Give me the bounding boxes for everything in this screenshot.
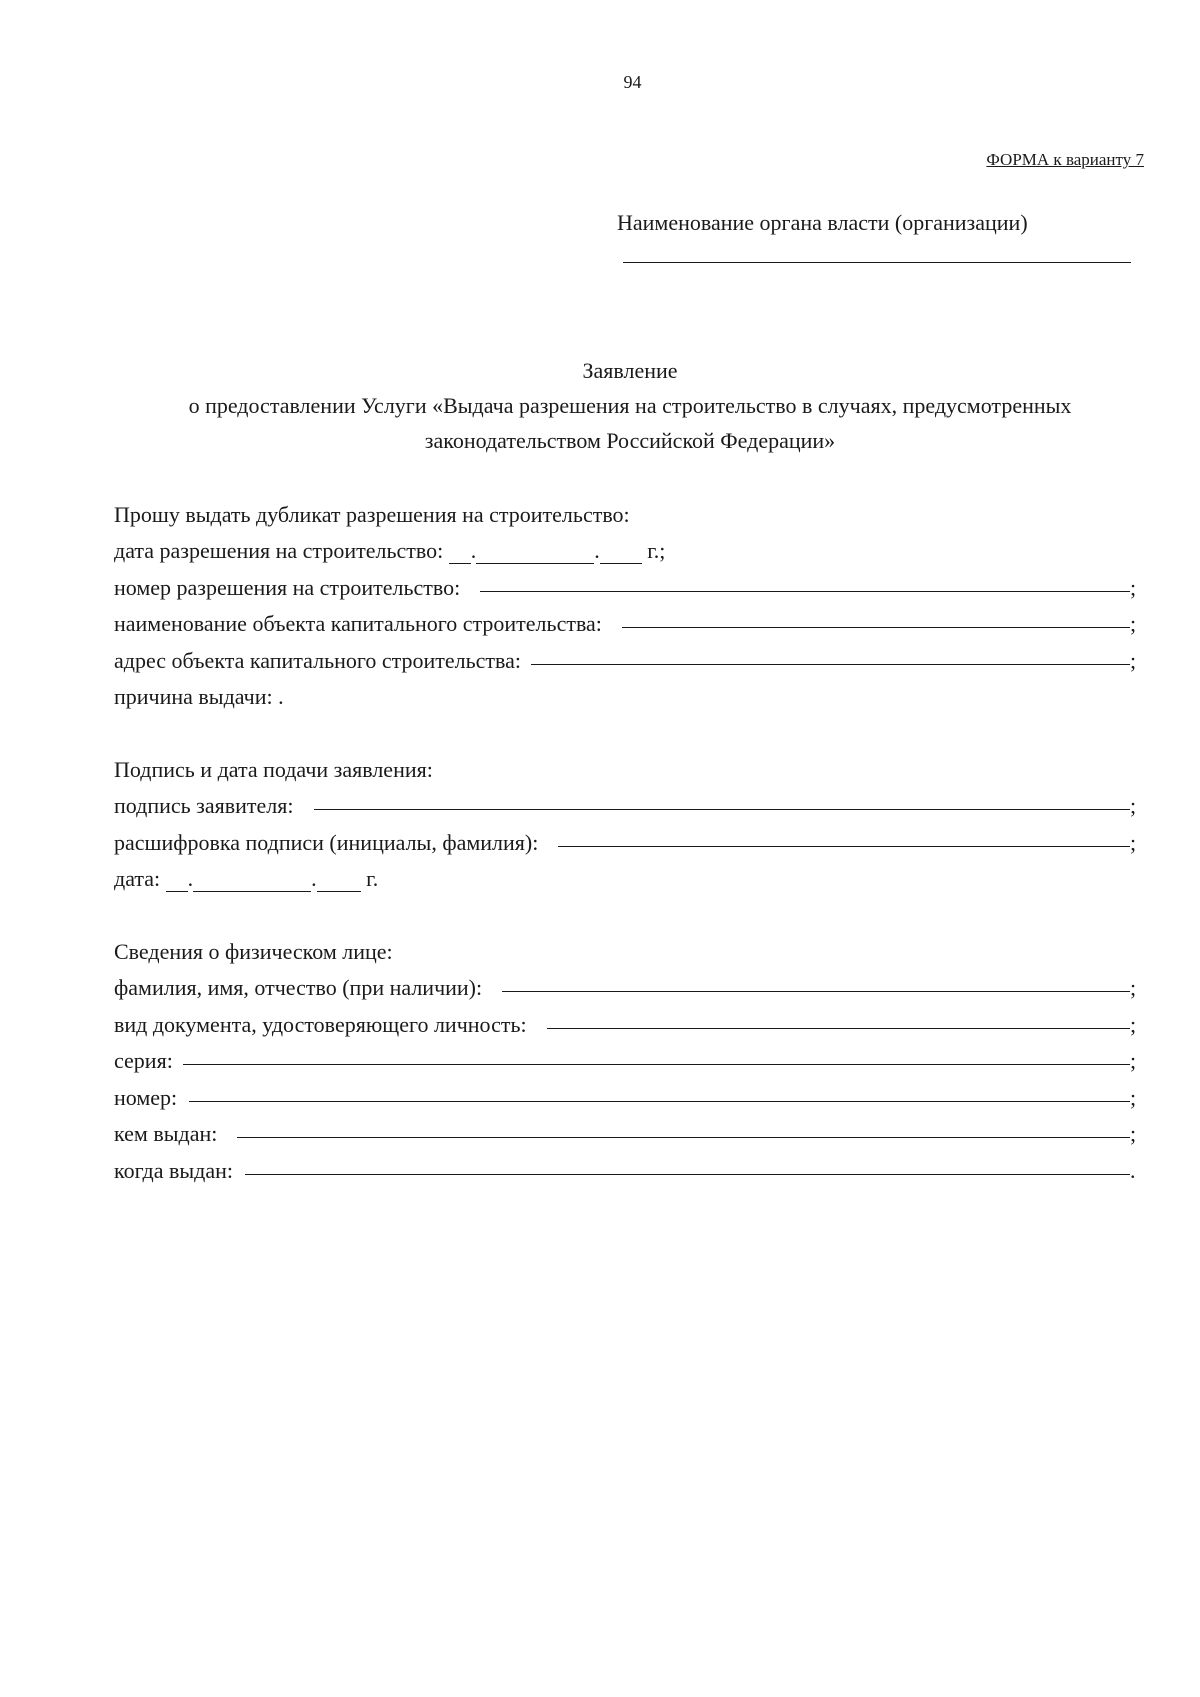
signature-field[interactable] [314, 809, 1130, 810]
issued-when-label: когда выдан: [114, 1157, 233, 1183]
request-heading-row [114, 491, 1139, 528]
application-date-row: дата: . . г. [114, 866, 379, 891]
page-number: 94 [623, 72, 642, 92]
title-line-2: о предоставлении Услуги «Выдача разрешения на строительство в случаях, предусмотренных [188, 393, 1072, 418]
signature-row: подпись заявителя: ; [114, 793, 1137, 818]
signature-heading: Подпись и дата подачи заявления: [114, 756, 433, 782]
object-name-row: наименование объекта капитального строительства: ; [114, 611, 1137, 636]
application-date-day-field[interactable] [166, 891, 188, 892]
number-row: номер: ; [114, 1084, 1137, 1110]
person-heading: Сведения о физическом лице: [114, 938, 393, 964]
issued-when-field[interactable] [245, 1174, 1130, 1175]
signature-decoding-label: расшифровка подписи (инициалы, фамилия): [114, 829, 539, 855]
issued-by-row: кем выдан: ; [114, 1121, 1137, 1146]
permit-date-day-field[interactable] [449, 563, 471, 564]
application-date-month-field[interactable] [193, 891, 311, 892]
reason-row [114, 674, 1139, 711]
application-date-suffix: г. [366, 866, 379, 891]
doc-type-label: вид документа, удостоверяющего личность: [114, 1011, 527, 1037]
reason-label: причина выдачи: . [114, 684, 284, 709]
signature-decoding-row: расшифровка подписи (инициалы, фамилия): ; [114, 829, 1137, 855]
application-date-label: дата: [114, 866, 161, 891]
issued-when-row: когда выдан: . [114, 1157, 1136, 1183]
signature-heading-row [114, 746, 1139, 783]
signature-decoding-field[interactable] [558, 846, 1130, 847]
fio-row: фамилия, имя, отчество (при наличии): ; [114, 975, 1137, 1000]
form-body [114, 491, 1139, 1184]
permit-number-label: номер разрешения на строительство: [114, 574, 461, 600]
object-address-field[interactable] [531, 664, 1130, 665]
document-title [120, 353, 1140, 458]
form-tag: ФОРМА к варианту 7 [986, 150, 1144, 169]
doc-type-row: вид документа, удостоверяющего личность: ; [114, 1011, 1137, 1037]
title-line-1: Заявление [582, 358, 678, 383]
permit-date-year-field[interactable] [600, 563, 642, 564]
org-name-field[interactable] [623, 262, 1131, 263]
series-label: серия: [114, 1048, 173, 1073]
application-date-year-field[interactable] [317, 891, 361, 892]
number-label: номер: [114, 1084, 178, 1110]
fio-label: фамилия, имя, отчество (при наличии): [114, 975, 483, 1000]
fio-field[interactable] [502, 991, 1130, 992]
permit-number-field[interactable] [480, 591, 1130, 592]
signature-label: подпись заявителя: [114, 793, 294, 818]
permit-date-month-field[interactable] [476, 563, 594, 564]
issued-by-field[interactable] [237, 1137, 1130, 1138]
permit-date-label: дата разрешения на строительство: [114, 538, 444, 563]
person-heading-row [114, 928, 1139, 965]
title-line-3: законодательством Российской Федерации» [424, 428, 836, 453]
permit-date-suffix: г.; [647, 538, 666, 563]
permit-number-row: номер разрешения на строительство: ; [114, 574, 1137, 600]
object-name-field[interactable] [622, 627, 1130, 628]
object-address-row: адрес объекта капитального строительства: ; [114, 647, 1137, 673]
org-block [617, 210, 1129, 263]
series-row: серия: ; [114, 1048, 1137, 1073]
series-field[interactable] [183, 1064, 1130, 1065]
object-address-label: адрес объекта капитального строительства: [114, 647, 522, 673]
doc-type-field[interactable] [547, 1028, 1130, 1029]
permit-date-row: дата разрешения на строительство: . . г.; [114, 538, 666, 563]
org-name-label: Наименование органа власти (организации) [617, 210, 1028, 235]
issued-by-label: кем выдан: [114, 1121, 218, 1146]
object-name-label: наименование объекта капитального строительства: [114, 611, 602, 636]
request-heading: Прошу выдать дубликат разрешения на строительство: [114, 501, 630, 527]
number-field[interactable] [189, 1101, 1130, 1102]
